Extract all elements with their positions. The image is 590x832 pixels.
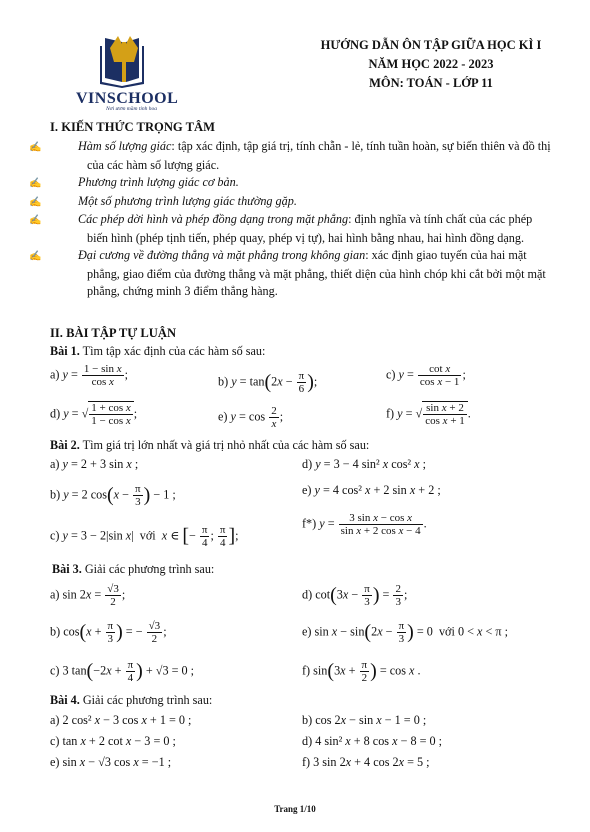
exercise-4b: b) cos 2x − sin x − 1 = 0 ;: [302, 713, 427, 727]
exercise-3b: b) cos(x + $\frac{\pi}{3}$ ) = − $\frac{√3}{2}$ ;: [50, 620, 167, 645]
knowledge-list: [29, 138, 553, 301]
knowledge-item: ✍ Một số phương trình lượng giác thường gặp.: [58, 193, 553, 212]
exercise-1f: f) y = √ $\frac{\text{sin x + 2}}{\text{cos x + 1}}$ .: [386, 402, 471, 427]
pen-icon: ✍: [29, 178, 42, 189]
exercise-2e: e) y = 4 cos² x + 2 sin x + 2 ;: [302, 483, 441, 497]
exercise-1b: b) y = tan(2x − $\frac{\pi}{6}$ );: [218, 370, 318, 395]
section1-title: I. KIẾN THỨC TRỌNG TÂM: [50, 120, 216, 134]
exercise-2f: f*) y = $\frac{\text{3 sin x − cos x}}{\text{sin x + 2 cos x − 4}}$ .: [302, 512, 427, 537]
exercise-2c: c) y = 3 − 2|sin x| với x ∈ [− $\frac{\pi}{4}$ ; $\frac{\pi}{4}$ ];: [50, 524, 239, 549]
exercise-3f: f) sin(3x + $\frac{\pi}{2}$ ) = cos x .: [302, 659, 421, 684]
pen-icon: ✍: [29, 215, 42, 226]
exercise-4a: a) 2 cos² x − 3 cos x + 1 = 0 ;: [50, 713, 192, 727]
exercise-1c: c) y = $\frac{\text{cot x}}{\text{cos x − 1}}$ ;: [386, 363, 466, 388]
exercise-1-heading: Bài 1. Tìm tập xác định của các hàm số sau:: [50, 344, 266, 358]
knowledge-item: ✍ Đại cương về đường thẳng và mặt phẳng trong không gian: xác định giao tuyến của hai mặt phẳng, giao điểm của đường thẳng và mặt phẳng, thiết diện của hình chóp khi cắt bởi một mặt phẳng, chứng minh 3 điểm thẳng hàng.: [29, 248, 546, 298]
exercise-3a: a) sin 2x = $\frac{√3}{2}$ ;: [50, 583, 126, 608]
pen-icon: ✍: [29, 196, 42, 208]
exercise-3d: d) cot(3x − $\frac{\pi}{3}$ ) = $\frac{2}{3}$ ;: [302, 583, 408, 608]
knowledge-item: ✍ Các phép dời hình và phép đồng dạng trong mặt phẳng: định nghĩa và tính chất của các phép biến hình (phép tịnh tiến, phép quay, phép vị tự), hai hình bằng nhau, hai hình đồng dạng.: [29, 212, 533, 245]
exercise-2-heading: Bài 2. Tìm giá trị lớn nhất và giá trị nhỏ nhất của các hàm số sau:: [50, 438, 370, 452]
exercise-1e: e) y = cos $\frac{2}{x}$ ;: [218, 405, 284, 430]
exercise-4c: c) tan x + 2 cot x − 3 = 0 ;: [50, 734, 176, 748]
exercise-3-heading: Bài 3. Giải các phương trình sau:: [52, 562, 215, 576]
exercise-1d: d) y = √ $\frac{\text{1 + cos x}}{\text{1 − cos x}}$ ;: [50, 402, 138, 427]
knowledge-item: ✍ Hàm số lượng giác: tập xác định, tập giá trị, tính chẵn - lẻ, tính tuần hoàn, sự biến thiên và đồ thị của các hàm số lượng giác.: [29, 139, 551, 172]
exercise-3c: c) 3 tan(−2x + $\frac{\pi}{4}$ ) + √3 = 0 ;: [50, 659, 195, 684]
exercise-2a: a) y = 2 + 3 sin x ;: [50, 457, 139, 471]
pen-icon: ✍: [29, 251, 42, 262]
exercise-4-heading: Bài 4. Giải các phương trình sau:: [50, 693, 213, 707]
school-brand: VINSCHOOL: [76, 90, 179, 107]
doc-title: HƯỚNG DẪN ÔN TẬP GIỮA HỌC KÌ I: [320, 38, 542, 52]
exercise-4d: d) 4 sin² x + 8 cos x − 8 = 0 ;: [302, 734, 443, 748]
exercise-3e: e) sin x − sin(2x − $\frac{\pi}{3}$ ) = 0 với 0 < x < π ;: [302, 620, 508, 645]
exercise-4f: f) 3 sin 2x + 4 cos 2x = 5 ;: [302, 755, 430, 769]
knowledge-item: ✍ Phương trình lượng giác cơ bản.: [58, 174, 553, 193]
exercise-2d: d) y = 3 − 4 sin² x cos² x ;: [302, 457, 426, 471]
exercise-4e: e) sin x − √3 cos x = −1 ;: [50, 755, 172, 769]
section2-title: II. BÀI TẬP TỰ LUẬN: [50, 326, 177, 340]
school-year: NĂM HỌC 2022 - 2023: [368, 57, 494, 71]
exercise-2b: b) y = 2 cos(x − $\frac{\pi}{3}$ ) − 1 ;: [50, 483, 176, 508]
school-tagline: Nơi ươm mầm tinh hoa: [106, 106, 158, 112]
pen-icon: ✍: [29, 142, 42, 153]
exercise-1a: a) y = $\frac{\text{1 − sin x}}{\text{cos x}}$ ;: [50, 363, 128, 388]
page-number: Trang 1/10: [274, 804, 316, 814]
subject: MÔN: TOÁN - LỚP 11: [369, 76, 493, 90]
